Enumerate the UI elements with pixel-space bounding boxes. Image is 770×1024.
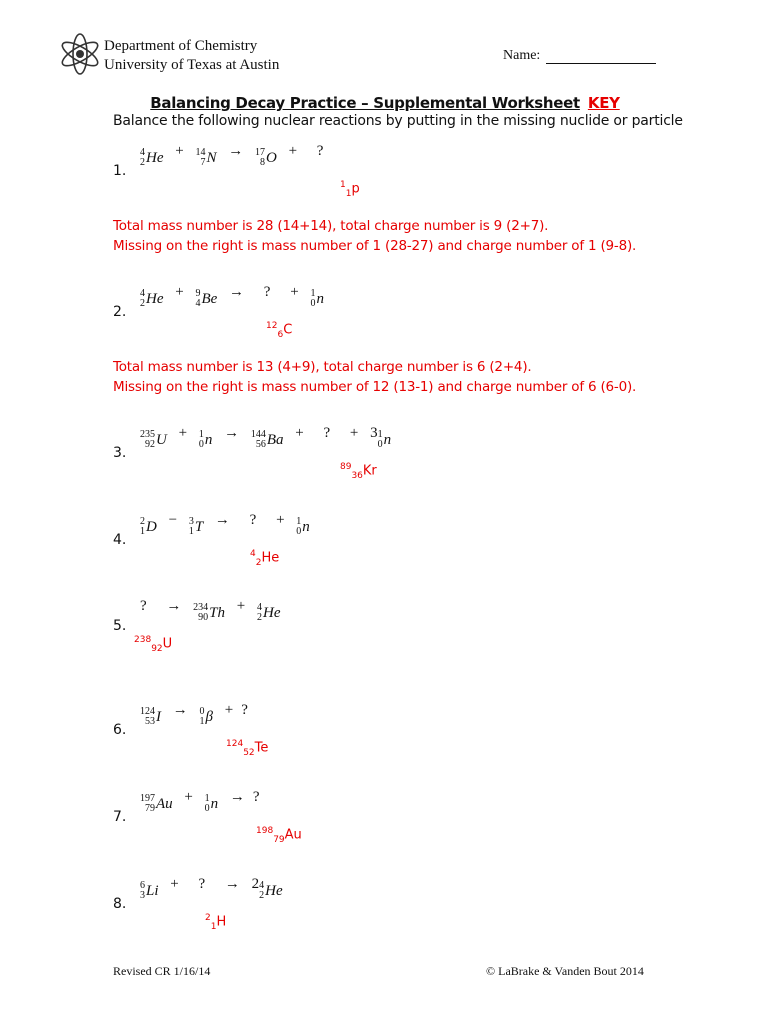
problem-number: 6. — [113, 722, 127, 738]
equation-3: 235 92 U + 1 0 n → 144 56 Ba + ? + 3 1 0 n — [140, 425, 392, 450]
answer-6: $^{124}_{52}$Te — [226, 739, 269, 758]
problem-number: 2. — [113, 304, 127, 320]
problem-number: 4. — [113, 532, 127, 548]
problem-number: 8. — [113, 896, 127, 912]
instructions: Balance the following nuclear reactions by putting in the missing nuclide or particle — [113, 113, 683, 129]
answer-7: $^{198}_{79}$Au — [256, 826, 302, 845]
equation-5: ? → 234 90 Th + 4 2 He — [140, 598, 281, 623]
answer-4: $^4_2$He — [250, 549, 280, 568]
equation-8: 6 3 Li + ? → 2 4 2 He — [140, 876, 283, 901]
problem-number: 7. — [113, 809, 127, 825]
answer-5: $^{238}_{92}$U — [134, 635, 173, 654]
problem-number: 5. — [113, 618, 127, 634]
equation-6: 124 53 I → 0 1 β + ? — [140, 702, 248, 727]
nuclide: 4 2 He — [140, 147, 164, 168]
page-title: Balancing Decay Practice – Supplemental Worksheet KEY — [150, 94, 620, 112]
answer-8: $^2_1$H — [205, 913, 227, 932]
problem-number: 3. — [113, 445, 127, 461]
name-line — [546, 63, 656, 64]
problem-number: 1. — [113, 163, 127, 179]
atom-logo-icon — [58, 32, 102, 76]
explanation-1: Total mass number is 28 (14+14), total charge number is 9 (2+7). Missing on the right is mass number of 1 (28-27) and charge number of 1 (9-8). — [113, 218, 637, 254]
answer-1: $^1_1$p — [340, 180, 360, 199]
nuclide: 17 8 O — [254, 147, 277, 168]
answer-3: $^{89}_{36}$Kr — [340, 462, 377, 481]
nuclide: 14 7 N — [195, 147, 217, 168]
footer-copyright: © LaBrake & Vanden Bout 2014 — [486, 964, 644, 978]
equation-7: 197 79 Au + 1 0 n → ? — [140, 789, 260, 814]
key-label: KEY — [587, 94, 620, 112]
equation-1: 4 2 He + 14 7 N → 17 8 O + ? — [140, 143, 324, 168]
department-name: Department of Chemistry University of Texas at Austin — [104, 38, 280, 73]
equation-2: 4 2 He + 9 4 Be → ? + 1 0 n — [140, 284, 324, 309]
name-label: Name: — [503, 48, 541, 63]
equation-4: 2 1 D − 3 1 T → ? + 1 0 n — [140, 512, 310, 537]
footer-revision: Revised CR 1/16/14 — [113, 964, 211, 978]
explanation-2: Total mass number is 13 (4+9), total charge number is 6 (2+4). Missing on the right is mass number of 12 (13-1) and charge number of 6 (6-0). — [113, 359, 637, 395]
answer-2: $^{12}_6$C — [266, 321, 293, 340]
